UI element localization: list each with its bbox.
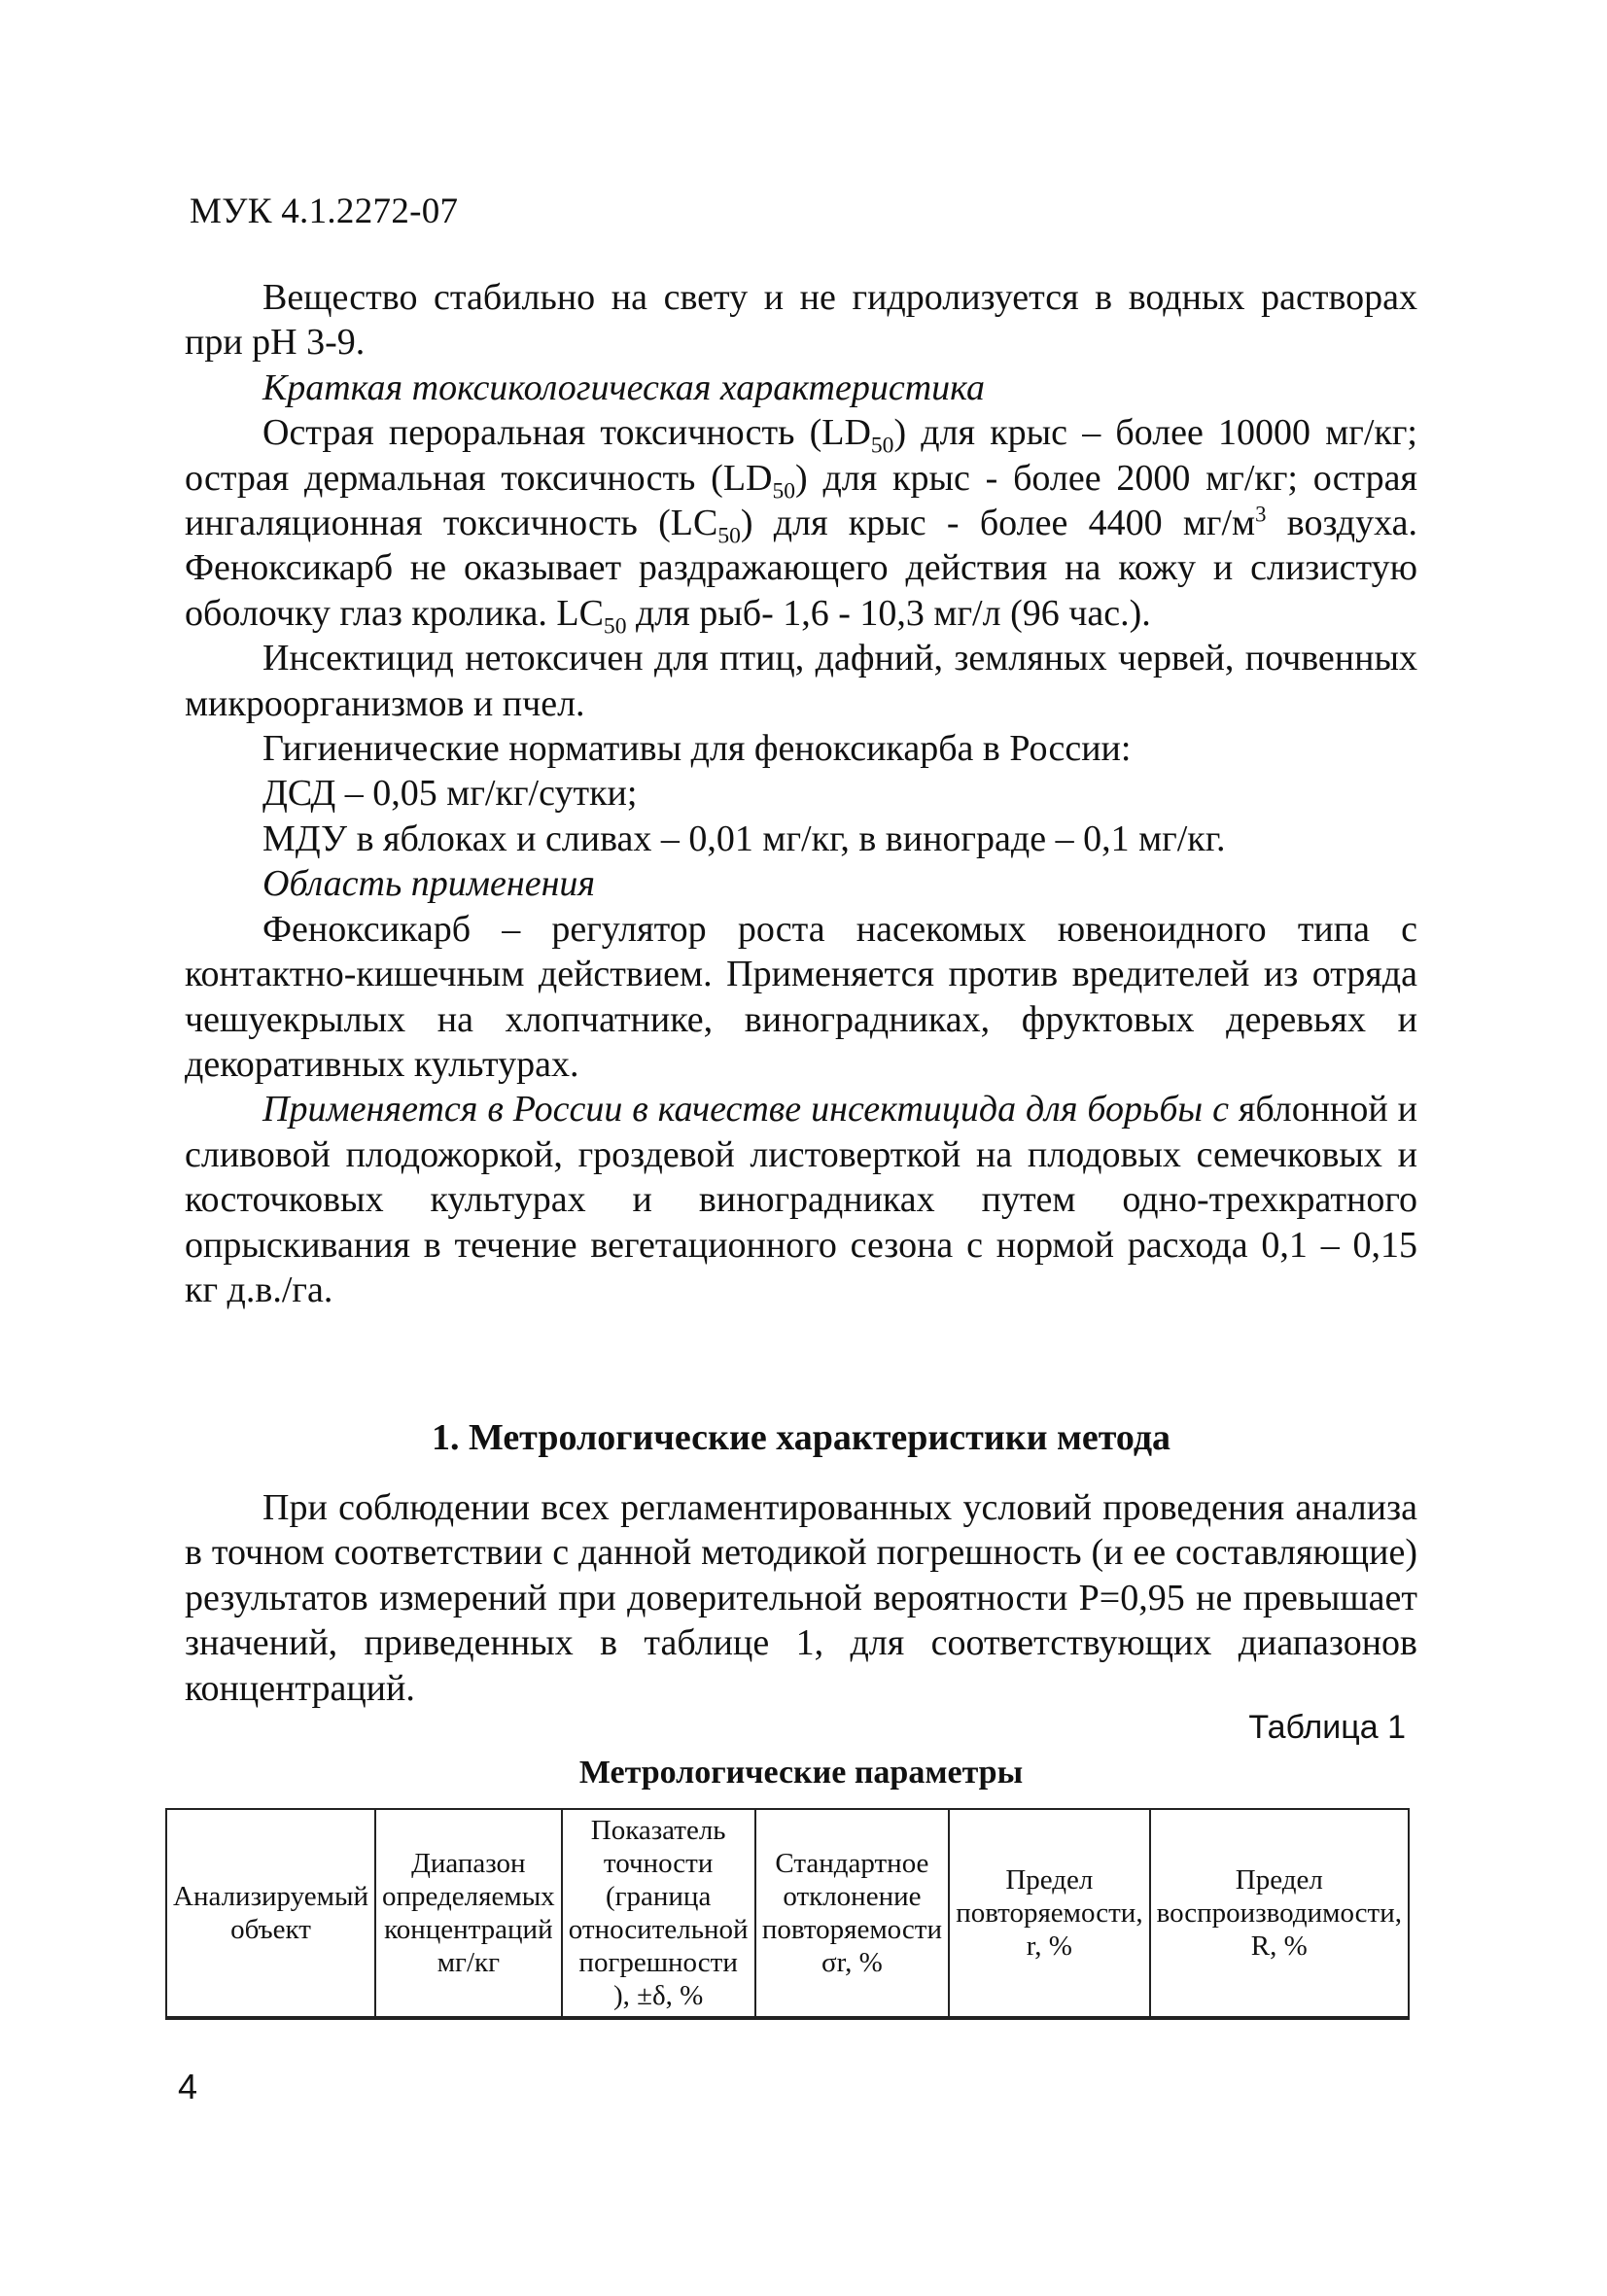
- tox-text-b: ) для крыс – более 10000 мг/кг; острая дермальная токсичность (LD: [185, 412, 1417, 499]
- col-object: Анализируемый объект: [166, 1809, 375, 2018]
- metrology-table: [165, 1808, 1410, 2020]
- tox-heading: Краткая токсикологическая характеристика: [262, 366, 985, 408]
- section-1-heading: 1. Метрологические характеристики метода: [431, 1417, 1171, 1458]
- col-std-dev: Стандартное отклонение повторяемости σr, %: [755, 1809, 950, 2018]
- dsd-paragraph: ДСД – 0,05 мг/кг/сутки;: [262, 773, 638, 815]
- tox-sup: 3: [1255, 502, 1267, 527]
- usage-russia-emphasis: Применяется в России в качестве инсектицида для борьбы с: [262, 1089, 1229, 1131]
- mdu-paragraph: МДУ в яблоках и сливах – 0,01 мг/кг, в винограде – 0,1 мг/кг.: [262, 818, 1226, 859]
- tox-sub-2: 50: [772, 478, 796, 504]
- stability-paragraph: Вещество стабильно на свету и не гидролизуется в водных растворах при pH 3-9.: [185, 277, 1417, 364]
- hygiene-paragraph: Гигиенические нормативы для феноксикарба в России:: [262, 728, 1132, 770]
- col-repeatability: Предел повторяемости, r, %: [949, 1809, 1149, 2018]
- tox-text-e: воздуха. Феноксикарб не оказывает раздражающего действия на кожу и слизистую оболочку глаз кролика. LC: [185, 503, 1417, 634]
- col-accuracy: Показатель точности (граница относительной погрешности ), ±δ, %: [562, 1809, 755, 2018]
- tox-text-f: для рыб- 1,6 - 10,3 мг/л (96 час.).: [626, 592, 1151, 634]
- tox-sub-3: 50: [717, 523, 741, 549]
- usage-paragraph: Феноксикарб – регулятор роста насекомых ювеноидного типа с контактно-кишечным действием. Применяется против вредителей из отряда чешуекрылых на хлопчатнике, виноградниках, фруктовых деревьях и декоративных культурах.: [185, 908, 1417, 1085]
- toxicity-paragraph: [185, 410, 1417, 640]
- table-header-row: [166, 1809, 1409, 2018]
- table-title: Метрологические параметры: [578, 1755, 1024, 1791]
- table-label: Таблица 1: [1248, 1709, 1406, 1746]
- intro-body: [185, 275, 1417, 1312]
- usage-russia-paragraph: [185, 1087, 1417, 1312]
- page-number: 4: [178, 2067, 198, 2106]
- usage-heading: Область применения: [262, 863, 596, 905]
- document-code: МУК 4.1.2272-07: [190, 191, 459, 231]
- nontoxic-paragraph: Инсектицид нетоксичен для птиц, дафний, земляных червей, почвенных микроорганизмов и пчел.: [185, 638, 1417, 724]
- col-reproducibility: Предел воспроизводимости, R, %: [1150, 1809, 1409, 2018]
- tox-sub-4: 50: [603, 613, 627, 640]
- tox-text-d: ) для крыс - более 4400 мг/м: [740, 503, 1256, 544]
- tox-text-c: ) для крыс - более 2000 мг/кг; острая ингаляционная токсичность (LC: [185, 457, 1417, 544]
- tox-text-a: Острая пероральная токсичность (LD: [262, 412, 871, 454]
- tox-sub-1: 50: [870, 433, 894, 459]
- section-1-body: [185, 1485, 1417, 1711]
- usage-russia-rest: яблонной и сливовой плодожоркой, гроздевой листоверткой на плодовых семечковых и косточковых культурах и виноградниках путем одно-трехкратного опрыскивания в течение вегетационного сезона с нормой расхода 0,1 – 0,15 кг д.в./га.: [185, 1089, 1417, 1310]
- col-range: Диапазон определяемых концентраций мг/кг: [375, 1809, 562, 2018]
- section-1-paragraph: При соблюдении всех регламентированных условий проведения анализа в точном соответствии с данной методикой погрешность (и ее составляющие) результатов измерений при доверительной вероятности Р=0,95 не превышает значений, приведенных в таблице 1, для соответствующих диапазонов концентраций.: [185, 1487, 1417, 1709]
